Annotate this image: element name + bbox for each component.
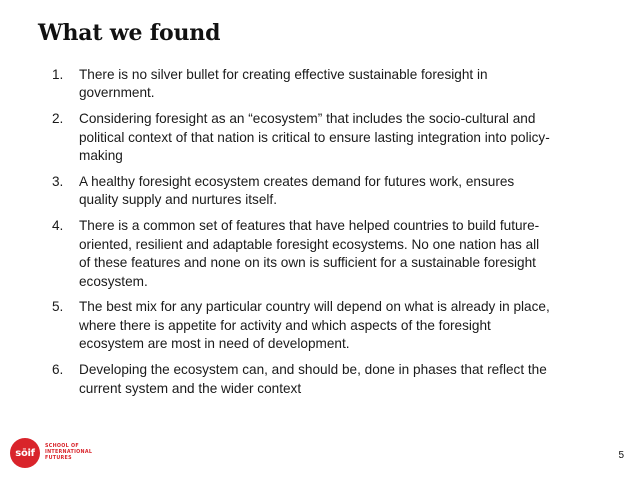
list-item-text: The best mix for any particular country will depend on what is already in place, where there is appetite for activity and which aspects of the foresight ecosystem are most in need of development.	[79, 299, 550, 352]
soif-logo	[10, 438, 92, 468]
list-item-text: A healthy foresight ecosystem creates demand for futures work, ensures quality supply and nurtures itself.	[79, 174, 515, 208]
soif-logo-text	[45, 444, 92, 462]
list-item-text: There is no silver bullet for creating effective sustainable foresight in government.	[79, 67, 488, 101]
list-item-number: 1.	[52, 67, 64, 82]
list-item-text: There is a common set of features that have helped countries to build future-oriented, resilient and adaptable foresight ecosystems. No one nation has all of these features and none on its own is sufficient for a sustainable foresight ecosystem.	[79, 218, 540, 289]
findings-list	[52, 66, 552, 406]
list-item-text: Considering foresight as an “ecosystem” that includes the socio-cultural and political context of that nation is critical to ensure lasting integration into policy-making	[79, 111, 550, 164]
list-item	[52, 110, 552, 165]
logo-line-1: SCHOOL OF	[45, 444, 79, 449]
logo-line-3: FUTURES	[45, 456, 72, 461]
list-item	[52, 217, 552, 291]
soif-logo-mark: sōif	[10, 438, 40, 468]
list-item	[52, 66, 552, 103]
slide-title: What we found	[38, 20, 221, 46]
list-item	[52, 361, 552, 398]
list-item	[52, 298, 552, 353]
list-item-number: 3.	[52, 174, 64, 190]
list-item-text: Developing the ecosystem can, and should be, done in phases that reflect the current system and the wider context	[79, 362, 547, 396]
list-item-number: 5.	[52, 299, 64, 315]
logo-line-2: INTERNATIONAL	[45, 450, 93, 455]
page-number: 5	[618, 450, 624, 461]
list-item-number: 4.	[52, 218, 64, 234]
list-item-number: 2.	[52, 111, 64, 127]
list-item-number: 6.	[52, 362, 64, 378]
list-item	[52, 173, 552, 210]
